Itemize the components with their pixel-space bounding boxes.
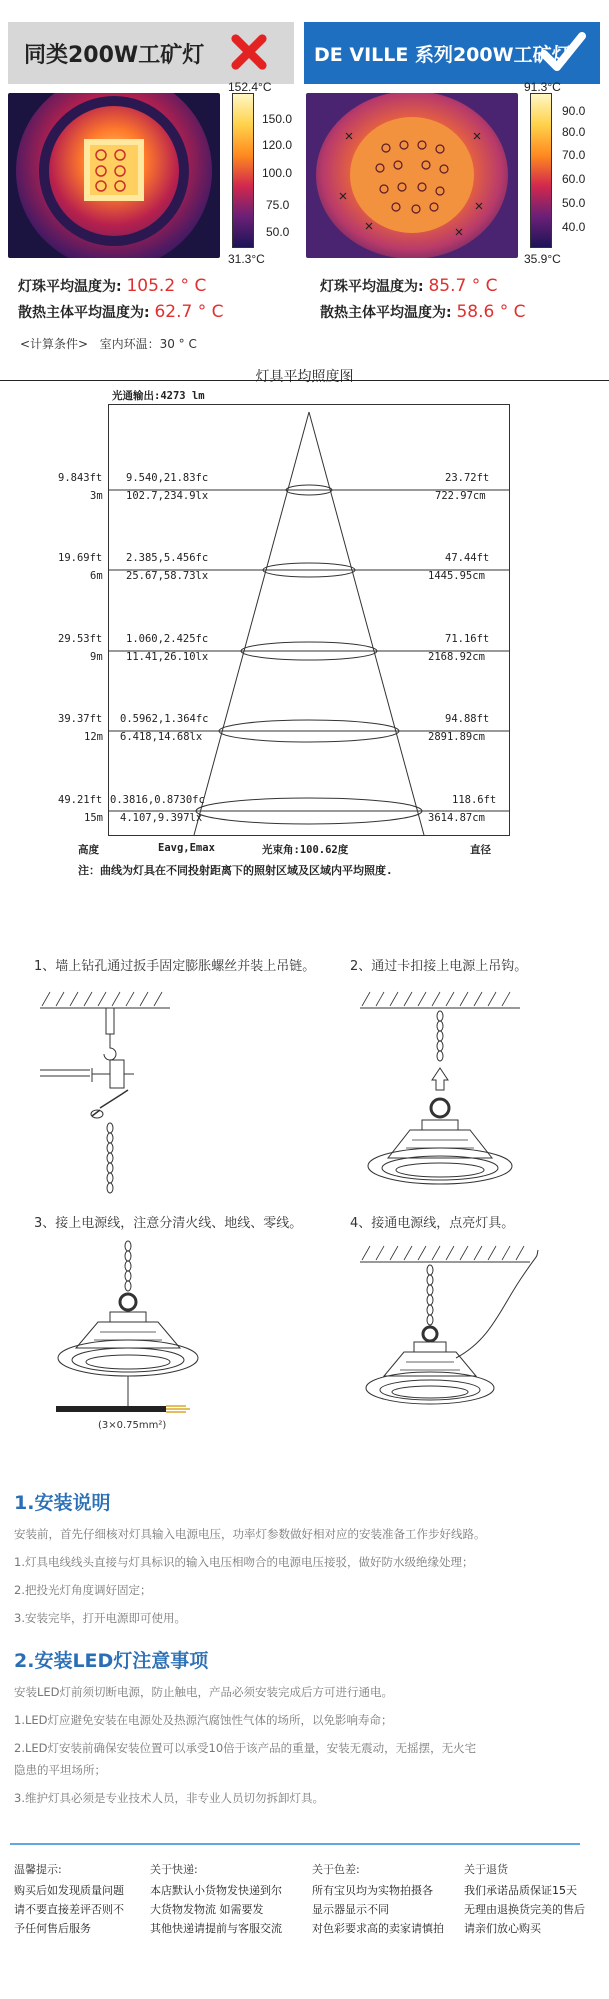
footer-line: 显示器显示不同 xyxy=(312,1903,389,1916)
competitor-tick: 150.0 xyxy=(262,112,293,126)
competitor-scale-bottom: 31.3°C xyxy=(228,252,265,266)
diameter-ft: 118.6ft xyxy=(452,794,497,806)
install-notice-title: 2.安装LED灯注意事项 xyxy=(14,1650,209,1672)
footer-color-column xyxy=(312,1860,444,1938)
footer-line: 请亲们放心购买 xyxy=(464,1922,541,1935)
notice-line: 2.LED灯安装前确保安装位置可以承受10倍于该产品的重量，安装无震动，无摇摆，无火宅 xyxy=(14,1741,477,1755)
wire-spec: (3×0.75mm²) xyxy=(98,1420,167,1431)
competitor-chip-temp xyxy=(18,276,206,296)
diameter-cm: 1445.95cm xyxy=(428,570,485,582)
height-m: 6m xyxy=(90,570,103,582)
illuminance-cone-diagram xyxy=(108,404,510,836)
illuminance-column-label: Eavg,Emax xyxy=(158,842,215,854)
height-column-label: 高度 xyxy=(78,844,99,856)
product-tick: 40.0 xyxy=(562,220,586,234)
product-tick: 60.0 xyxy=(562,172,586,186)
notice-line: 安装LED灯前须切断电源，防止触电，产品必须安装完成后方可进行通电。 xyxy=(14,1685,394,1699)
competitor-body-temp xyxy=(18,302,224,322)
illuminance-lx: 6.418,14.68lx xyxy=(120,731,203,743)
footer-line: 对色彩要求高的卖家请慎拍 xyxy=(312,1922,444,1935)
illuminance-fc: 0.3816,0.8730fc xyxy=(110,794,205,806)
footer-line: 大货物发物流 如需要发 xyxy=(150,1903,264,1916)
diameter-ft: 94.88ft xyxy=(445,713,490,725)
chip-temp-label: 灯珠平均温度为: xyxy=(320,279,424,295)
height-m: 3m xyxy=(90,490,103,502)
step-3-illustration xyxy=(50,1240,220,1440)
footer-line: 我们承诺品质保证15天 xyxy=(464,1884,577,1897)
illuminance-fc: 9.540,21.83fc xyxy=(126,472,209,484)
illuminance-fc: 0.5962,1.364fc xyxy=(120,713,209,725)
product-tick: 90.0 xyxy=(562,104,586,118)
illuminance-lx: 25.67,58.73lx xyxy=(126,570,209,582)
cross-icon xyxy=(230,32,268,72)
notice-line: 1.LED灯应避免安装在电源处及热源汽腐蚀性气体的场所，以免影响寿命； xyxy=(14,1713,393,1727)
product-title: DE VILLE 系列200W工矿灯 xyxy=(314,43,571,66)
competitor-title: 同类200W工矿灯 xyxy=(24,42,205,68)
footer-heading: 关于快递: xyxy=(150,1863,198,1876)
product-chip-temp xyxy=(320,276,498,296)
illuminance-lx: 4.107,9.397lx xyxy=(120,812,203,824)
chip-temp-value: 85.7 ° C xyxy=(428,276,498,296)
condition-label: <计算条件> xyxy=(20,337,89,351)
footer-line: 请不要直接差评否则不 xyxy=(14,1903,124,1916)
product-body-temp xyxy=(320,302,526,322)
illuminance-title: 灯具平均照度图 xyxy=(255,369,354,385)
diameter-ft: 47.44ft xyxy=(445,552,490,564)
body-temp-label: 散热主体平均温度为: xyxy=(320,305,452,321)
diameter-cm: 722.97cm xyxy=(435,490,486,502)
chip-temp-label: 灯珠平均温度为: xyxy=(18,279,122,295)
competitor-tick: 50.0 xyxy=(266,225,290,239)
install-line: 3.安装完毕，打开电源即可使用。 xyxy=(14,1611,186,1625)
footer-line: 无理由退换货完美的售后 xyxy=(464,1903,585,1916)
height-ft: 39.37ft xyxy=(58,713,103,725)
diameter-ft: 71.16ft xyxy=(445,633,490,645)
step-3-text: 3、接上电源线，注意分清火线、地线、零线。 xyxy=(34,1216,303,1231)
body-temp-value: 58.6 ° C xyxy=(456,302,526,322)
footer-line: 所有宝贝均为实物拍摄各 xyxy=(312,1884,433,1897)
competitor-thermal-image xyxy=(8,93,220,258)
install-line: 安装前，首先仔细核对灯具输入电源电压，功率灯参数做好相对应的安装准备工作步好线路。 xyxy=(14,1527,486,1541)
step-1-illustration xyxy=(40,990,170,1200)
competitor-tick: 100.0 xyxy=(262,166,293,180)
footer-heading: 关于退货 xyxy=(464,1863,508,1876)
height-ft: 9.843ft xyxy=(58,472,103,484)
footer-shipping-column xyxy=(150,1860,282,1938)
notice-line: 隐患的平坦场所； xyxy=(14,1763,106,1777)
product-temp-scale xyxy=(530,93,552,248)
footer-heading: 温馨提示: xyxy=(14,1863,62,1876)
install-line: 1.灯具电线线头直接与灯具标识的输入电压相吻合的电源电压接驳，做好防水级绝缘处理； xyxy=(14,1555,474,1569)
footer-line: 购买后如发现质量问题 xyxy=(14,1884,124,1897)
footer-line: 本店默认小货物发快递到尔 xyxy=(150,1884,282,1897)
step-2-illustration xyxy=(350,990,530,1200)
illuminance-fc: 1.060,2.425fc xyxy=(126,633,209,645)
footer-tip-column xyxy=(14,1860,124,1938)
footer-line: 予任何售后服务 xyxy=(14,1922,91,1935)
illuminance-note: 注：曲线为灯具在不同投射距离下的照射区域及区域内平均照度. xyxy=(78,864,393,877)
product-scale-top: 91.3°C xyxy=(524,80,561,94)
height-ft: 29.53ft xyxy=(58,633,103,645)
diameter-cm: 2891.89cm xyxy=(428,731,485,743)
beam-angle: 光束角:100.62度 xyxy=(262,844,349,856)
product-tick: 70.0 xyxy=(562,148,586,162)
install-instructions-title: 1.安装说明 xyxy=(14,1492,111,1514)
competitor-tick: 75.0 xyxy=(266,198,290,212)
step-4-illustration xyxy=(350,1240,540,1440)
product-scale-bottom: 35.9°C xyxy=(524,252,561,266)
competitor-tick: 120.0 xyxy=(262,138,293,152)
height-ft: 19.69ft xyxy=(58,552,103,564)
product-header xyxy=(304,22,600,84)
install-line: 2.把投光灯角度调好固定； xyxy=(14,1583,152,1597)
competitor-scale-top: 152.4°C xyxy=(228,80,272,94)
flux-output: 光通输出:4273 lm xyxy=(112,390,205,402)
notice-line: 3.维护灯具必须是专业技术人员，非专业人员切勿拆卸灯具。 xyxy=(14,1791,324,1805)
step-4-text: 4、接通电源线，点亮灯具。 xyxy=(350,1216,515,1231)
product-thermal-image xyxy=(306,93,518,258)
footer-line: 其他快递请提前与客服交流 xyxy=(150,1922,282,1935)
product-tick: 50.0 xyxy=(562,196,586,210)
competitor-temp-scale xyxy=(232,93,254,248)
step-1-text: 1、墙上钻孔通过扳手固定膨胀螺丝并装上吊链。 xyxy=(34,959,316,974)
body-temp-label: 散热主体平均温度为: xyxy=(18,305,150,321)
illuminance-lx: 11.41,26.10lx xyxy=(126,651,209,663)
body-temp-value: 62.7 ° C xyxy=(154,302,224,322)
diameter-cm: 2168.92cm xyxy=(428,651,485,663)
illuminance-fc: 2.385,5.456fc xyxy=(126,552,209,564)
chip-temp-value: 105.2 ° C xyxy=(126,276,207,296)
calc-condition xyxy=(20,335,197,352)
condition-value: 室内环温：30 ° C xyxy=(99,337,197,351)
check-icon xyxy=(540,30,586,74)
illuminance-lx: 102.7,234.9lx xyxy=(126,490,209,502)
step-2-text: 2、通过卡扣接上电源上吊钩。 xyxy=(350,959,528,974)
footer-return-column xyxy=(464,1860,585,1938)
diameter-column-label: 直径 xyxy=(470,844,491,856)
product-tick: 80.0 xyxy=(562,125,586,139)
height-ft: 49.21ft xyxy=(58,794,103,806)
diameter-ft: 23.72ft xyxy=(445,472,490,484)
height-m: 15m xyxy=(84,812,103,824)
footer-divider xyxy=(10,1843,580,1845)
competitor-header xyxy=(8,22,294,84)
diameter-cm: 3614.87cm xyxy=(428,812,485,824)
footer-heading: 关于色差: xyxy=(312,1863,360,1876)
height-m: 12m xyxy=(84,731,103,743)
height-m: 9m xyxy=(90,651,103,663)
